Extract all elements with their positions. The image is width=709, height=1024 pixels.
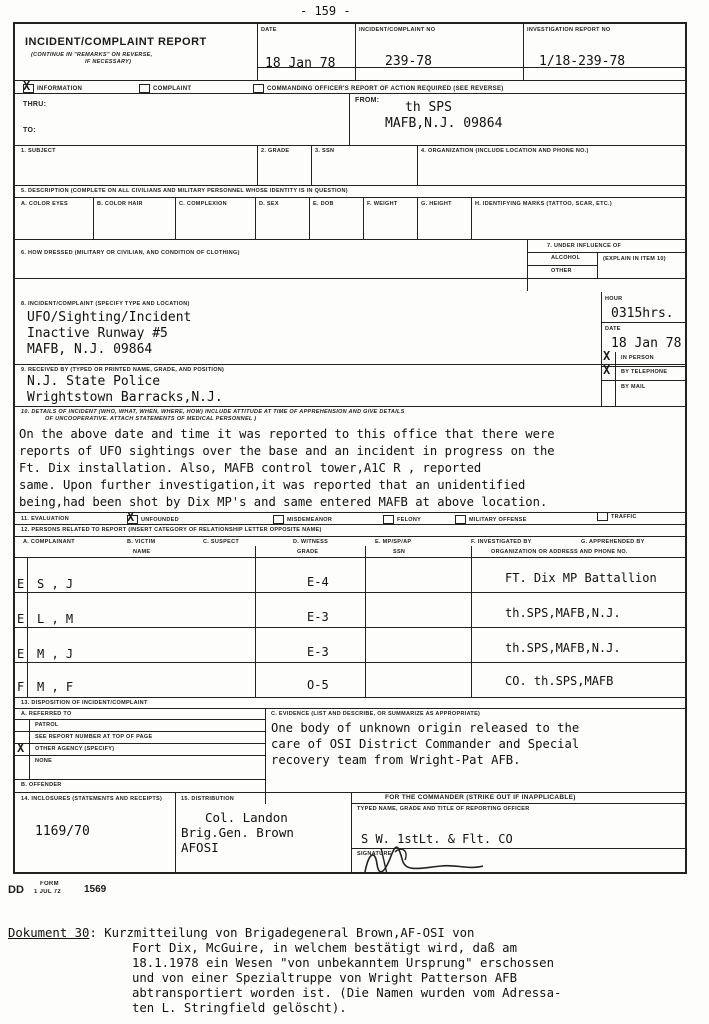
incident-line-1: UFO/Sighting/Incident	[27, 310, 192, 325]
description-label: 5. DESCRIPTION (COMPLETE ON ALL CIVILIANS AND MILITARY PERSONNEL WHOSE IDENTITY IS IN QUESTION)	[21, 188, 348, 194]
caption-line: ten L. Stringfield gelöscht).	[132, 1001, 347, 1015]
category-mp-sp-ap: E. MP/SP/AP	[375, 539, 412, 545]
col-org: ORGANIZATION OR ADDRESS AND PHONE NO.	[491, 549, 628, 555]
from-line-2: MAFB,N.J. 09864	[385, 116, 503, 131]
evidence-label: C. EVIDENCE (LIST AND DESCRIBE, OR SUMMARIZE AS APPROPRIATE)	[271, 711, 481, 717]
to-label: TO:	[23, 127, 36, 134]
distribution-line: AFOSI	[181, 840, 219, 855]
distribution-label: 15. DISTRIBUTION	[181, 796, 235, 802]
typed-name-label: TYPED NAME, GRADE AND TITLE OF REPORTING OFFICER	[357, 806, 530, 812]
incident-date-label: DATE	[605, 326, 621, 332]
form-number: 1569	[84, 884, 107, 895]
disposition-label: 13. DISPOSITION OF INCIDENT/COMPLAINT	[21, 700, 148, 706]
by-telephone-label: BY TELEPHONE	[621, 369, 668, 375]
distribution-line: Col. Landon	[205, 810, 288, 825]
distribution-line: Brig.Gen. Brown	[181, 825, 294, 840]
none-option[interactable]: NONE	[35, 758, 53, 764]
other-agency-check-mark: X	[17, 741, 25, 755]
offender-label: B. OFFENDER	[21, 782, 62, 788]
investigation-no-value: 1/18-239-78	[539, 54, 626, 69]
table-row: E M , J E-3 th.SPS,MAFB,N.J.	[15, 627, 685, 663]
military-offense-option[interactable]: MILITARY OFFENSE	[455, 515, 527, 524]
col-ssn: SSN	[393, 549, 406, 555]
signature-icon	[351, 842, 501, 876]
incident-label: 8. INCIDENT/COMPLAINT (SPECIFY TYPE AND LOCATION)	[21, 301, 190, 307]
date-label: DATE	[261, 27, 277, 33]
how-dressed-label: 6. HOW DRESSED (MILITARY OR CIVILIAN, AND CONDITION OF CLOTHING)	[21, 250, 240, 256]
details-label-2: OF UNCOOPERATIVE. ATTACH STATEMENTS OF MEDICAL PERSONNEL )	[45, 416, 257, 422]
details-line: Ft. Dix installation. Also, MAFB control tower,A1C R , reported	[19, 461, 482, 475]
category-suspect: C. SUSPECT	[203, 539, 240, 545]
caption-line: : Kurzmitteilung von Brigadegeneral Brown,AF-OSI von	[89, 926, 475, 940]
col-grade: GRADE	[297, 549, 319, 555]
patrol-option[interactable]: PATROL	[35, 722, 59, 728]
in-person-check-mark: X	[603, 349, 611, 363]
officer-value: S W. 1stLt. & Flt. CO	[361, 832, 513, 846]
evidence-line: care of OSI District Commander and Special	[271, 737, 580, 751]
complaint-no-label: INCIDENT/COMPLAINT NO	[359, 27, 436, 33]
table-row: E S , J E-4 FT. Dix MP Battallion	[15, 557, 685, 593]
incident-complaint-form	[13, 22, 687, 874]
weight-label: F. WEIGHT	[367, 201, 398, 207]
grade-label: 2. GRADE	[261, 148, 290, 154]
received-line-1: N.J. State Police	[27, 374, 161, 389]
hour-value: 0315hrs.	[611, 306, 674, 321]
date-value: 18 Jan 78	[265, 56, 336, 71]
color-eyes-label: A. COLOR EYES	[21, 201, 68, 207]
unfounded-option[interactable]: UNFOUNDED	[127, 515, 179, 524]
details-line: reports of UFO sightings over the base and an incident in progress on the	[19, 444, 555, 458]
details-line: being,had been shot by Dix MP's and same entered MAFB at above location.	[19, 495, 548, 509]
subject-label: 1. SUBJECT	[21, 148, 56, 154]
height-label: G. HEIGHT	[421, 201, 452, 207]
form-label: FORM	[40, 881, 59, 887]
evidence-line: recovery team from Wright-Pat AFB.	[271, 753, 521, 767]
traffic-option[interactable]: TRAFFIC	[597, 512, 637, 521]
under-influence-label: 7. UNDER INFLUENCE OF	[547, 243, 622, 249]
details-text	[19, 426, 555, 511]
investigation-no-label: INVESTIGATION REPORT NO	[527, 27, 611, 33]
form-subtitle: (CONTINUE IN "REMARKS" ON REVERSE,	[31, 52, 153, 58]
form-subtitle-2: IF NECESSARY)	[85, 59, 132, 65]
thru-label: THRU:	[23, 101, 47, 108]
dd-label: DD	[8, 884, 24, 896]
referred-to-label: A. REFERRED TO	[21, 711, 72, 717]
by-mail-label: BY MAIL	[621, 384, 646, 390]
information-check-mark: X	[23, 79, 31, 93]
caption-line: und von einer Spezialtruppe von Wright Patterson AFB	[132, 971, 517, 985]
table-row: F M , F O-5 CO. th.SPS,MAFB	[15, 662, 685, 698]
sex-label: D. SEX	[259, 201, 279, 207]
category-apprehended-by: G. APPREHENDED BY	[581, 539, 645, 545]
evaluation-label: 11. EVALUATION	[21, 516, 70, 522]
received-line-2: Wrightstown Barracks,N.J.	[27, 390, 223, 405]
in-person-label: IN PERSON	[621, 355, 654, 361]
category-complainant: A. COMPLAINANT	[23, 539, 75, 545]
information-option[interactable]: INFORMATION	[23, 84, 82, 93]
category-victim: B. VICTIM	[127, 539, 156, 545]
caption	[8, 926, 561, 1016]
table-row: E L , M E-3 th.SPS,MAFB,N.J.	[15, 592, 685, 628]
other-agency-option[interactable]: OTHER AGENCY (SPECIFY)	[35, 746, 115, 752]
page-number: - 159 -	[300, 4, 351, 18]
from-label: FROM:	[355, 97, 380, 104]
details-line: On the above date and time it was reported to this office that there were	[19, 427, 555, 441]
evidence-line: One body of unknown origin released to the	[271, 721, 580, 735]
from-line-1: th SPS	[405, 100, 452, 115]
complexion-label: C. COMPLEXION	[179, 201, 227, 207]
persons-label: 12. PERSONS RELATED TO REPORT (INSERT CATEGORY OF RELATIONSHIP LETTER OPPOSITE NAME)	[21, 527, 322, 533]
other-label: OTHER	[551, 268, 572, 274]
by-telephone-check-mark: X	[603, 363, 611, 377]
evidence-text	[271, 720, 579, 768]
form-title: INCIDENT/COMPLAINT REPORT	[25, 36, 207, 48]
alcohol-label: ALCOHOL	[551, 255, 581, 261]
category-witness: D. WITNESS	[293, 539, 329, 545]
identifying-marks-label: H. IDENTIFYING MARKS (TATTOO, SCAR, ETC.)	[475, 201, 612, 207]
caption-line: Fort Dix, McGuire, in welchem bestätigt wird, daß am	[132, 941, 517, 955]
inclosures-value: 1169/70	[35, 824, 90, 839]
unfounded-check-mark: X	[127, 510, 135, 524]
inclosures-label: 14. INCLOSURES (STATEMENTS AND RECEIPTS)	[21, 796, 163, 802]
commanding-officer-option[interactable]: COMMANDING OFFICER'S REPORT OF ACTION REQUIRED (SEE REVERSE)	[253, 84, 504, 93]
see-report-option[interactable]: SEE REPORT NUMBER AT TOP OF PAGE	[35, 734, 153, 740]
col-name: NAME	[133, 549, 151, 555]
dob-label: E. DOB	[313, 201, 334, 207]
details-line: same. Upon further investigation,it was reported that an unidentified	[19, 478, 526, 492]
form-date: 1 JUL 72	[34, 889, 61, 895]
color-hair-label: B. COLOR HAIR	[97, 201, 143, 207]
misdemeanor-option[interactable]: MISDEMEANOR	[273, 515, 332, 524]
caption-ref: Dokument 30	[8, 926, 90, 940]
incident-date-value: 18 Jan 78	[611, 336, 682, 351]
signature-label: SIGNATURE	[357, 851, 392, 857]
hour-label: HOUR	[605, 296, 623, 302]
commander-label: FOR THE COMMANDER (STRIKE OUT IF INAPPLICABLE)	[385, 794, 576, 801]
details-label: 10. DETAILS OF INCIDENT (WHO, WHAT, WHEN, WHERE, HOW) INCLUDE ATTITUDE AT TIME OF APPREHENSION AND GIVE DETAILS	[21, 409, 405, 415]
category-investigated-by: F. INVESTIGATED BY	[471, 539, 532, 545]
caption-line: abtransportiert worden ist. (Die Namen wurden vom Adressa-	[132, 986, 562, 1000]
received-by-label: 9. RECEIVED BY (TYPED OR PRINTED NAME, GRADE, AND POSITION)	[21, 367, 225, 373]
felony-option[interactable]: FELONY	[383, 515, 421, 524]
ssn-label: 3. SSN	[315, 148, 335, 154]
complaint-option[interactable]: COMPLAINT	[139, 84, 191, 93]
complaint-no-value: 239-78	[385, 54, 432, 69]
incident-line-3: MAFB, N.J. 09864	[27, 342, 153, 357]
organization-label: 4. ORGANIZATION (INCLUDE LOCATION AND PHONE NO.)	[421, 148, 589, 154]
incident-line-2: Inactive Runway #5	[27, 326, 168, 341]
caption-line: 18.1.1978 ein Wesen "von unbekanntem Ursprung" erschossen	[132, 956, 554, 970]
explain-label: (EXPLAIN IN ITEM 10)	[603, 256, 666, 262]
